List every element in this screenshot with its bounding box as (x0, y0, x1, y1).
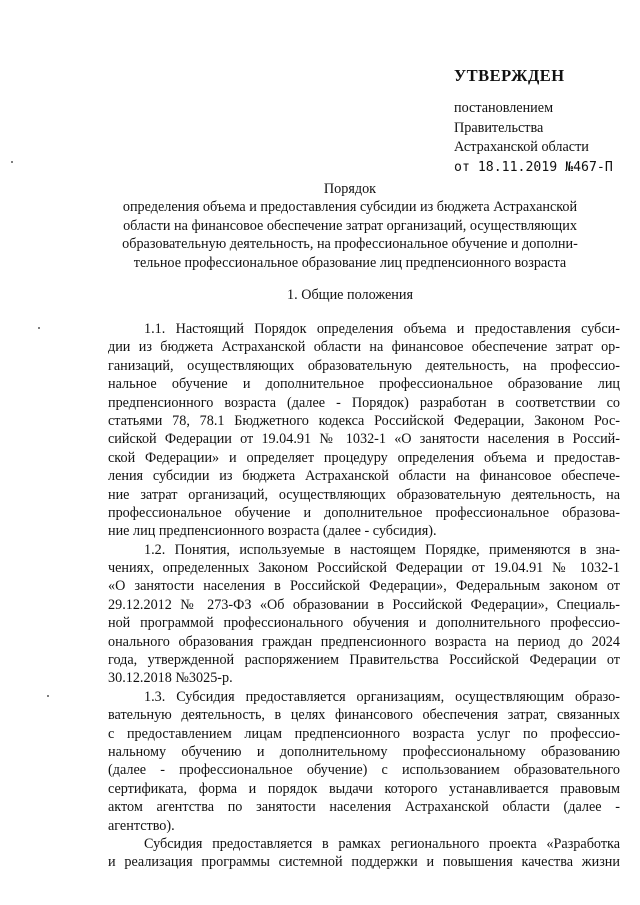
approval-line: Правительства (454, 119, 544, 136)
paragraph-line: профессиональное обучение и дополнительное профессиональное образова- (108, 504, 620, 521)
paragraph-first-line: Субсидия предоставляется в рамках регионального проекта «Разработка (144, 835, 620, 852)
paragraph-line: ние затрат организаций, осуществляющих образовательную деятельность, на (108, 486, 620, 503)
paragraph-line: года, утвержденной распоряжением Правительства Российской Федерации от (108, 652, 620, 669)
paragraph-line: чениях, определенных Законом Российской Федерации от 19.04.91 № 1032-1 (108, 560, 620, 577)
title-line: области на финансовое обеспечение затрат организаций, осуществляющих (123, 217, 577, 234)
paragraph-line: 29.12.2012 № 273-ФЗ «Об образовании в Российской Федерации», Специаль- (108, 596, 620, 613)
paragraph-line: сертификата, форма и порядок выдачи которого устанавливается правовым (108, 780, 620, 797)
approval-line: Астраханской области (454, 139, 589, 155)
section-heading: 1. Общие положения (287, 287, 413, 303)
paragraph-line: сийской Федерации от 19.04.91 № 1032-1 «О занятости населения в Россий- (108, 431, 620, 448)
document-title (90, 180, 610, 272)
paragraph-line: статьями 78, 78.1 Бюджетного кодекса Российской Федерации, Законом Рос- (108, 412, 620, 429)
paragraph-line: 30.12.2018 №3025-р. (108, 670, 233, 687)
paragraph-line: онального образования граждан предпенсионного возраста на период до 2024 (108, 633, 620, 650)
paragraph-line: актом агентства по занятости населения Астраханской области (далее - (108, 799, 620, 816)
paragraph-line: вательную деятельность, в целях финансового обеспечения затрат, связанных (108, 707, 620, 724)
paragraph-first-line: 1.2. Понятия, используемые в настоящем Порядке, применяются в зна- (144, 541, 620, 558)
title-word: Порядок (323, 181, 377, 197)
paragraph-line: ской Федерации» и определяет процедуру определения объема и предостав- (108, 449, 620, 466)
paragraph-line: и реализация программы системной поддержки и повышения качества жизни (108, 854, 620, 871)
paragraph-line: с предоставлением лицам предпенсионного возраста услуг по профессио- (108, 725, 620, 742)
paragraph-first-line: 1.3. Субсидия предоставляется организациям, осуществляющим образо- (144, 688, 620, 705)
paragraph-line: (далее - профессиональное обучение) с использованием образовательного (108, 762, 620, 779)
paragraph-first-line: 1.1. Настоящий Порядок определения объема и предоставления субси- (144, 321, 620, 337)
scan-speck (38, 327, 40, 329)
paragraph-line: дии из бюджета Астраханской области на финансовое обеспечение затрат ор- (108, 339, 620, 356)
paragraph-line: ной программой профессионального обучения и дополнительного профессио- (108, 615, 620, 632)
paragraph-line: нальному обучению и дополнительному профессиональному образованию (108, 743, 620, 760)
scan-speck (47, 695, 49, 697)
title-line: определения объема и предоставления субсидии из бюджета Астраханской (122, 199, 578, 216)
paragraph-line: нальное обучение и дополнительное профессиональное образование лиц (108, 376, 620, 393)
approval-date: от 18.11.2019 №467-П (454, 159, 613, 175)
approval-heading: УТВЕРЖДЕН (454, 66, 565, 85)
paragraph-line: агентство). (108, 817, 175, 834)
paragraph-line: предпенсионного возраста (далее - Порядок) разработан в соответствии со (108, 394, 620, 411)
scan-speck (11, 161, 13, 163)
paragraph-line: ления субсидии из бюджета Астраханской области на финансовое обеспече- (108, 468, 620, 485)
paragraph-line: ганизаций, осуществляющих образовательную деятельность, на профессио- (108, 357, 620, 374)
approval-stamp (454, 66, 634, 177)
paragraph-line: «О занятости населения в Российской Федерации», Федеральным законом от (108, 578, 620, 595)
paragraph-line: ние лиц предпенсионного возраста (далее - субсидия). (108, 523, 437, 540)
title-line: тельное профессиональное образование лиц предпенсионного возраста (133, 254, 567, 271)
document-body (108, 320, 620, 872)
approval-line: постановлением (454, 100, 554, 116)
title-line: образовательную деятельность, на профессиональное обучение и дополни- (122, 236, 578, 253)
